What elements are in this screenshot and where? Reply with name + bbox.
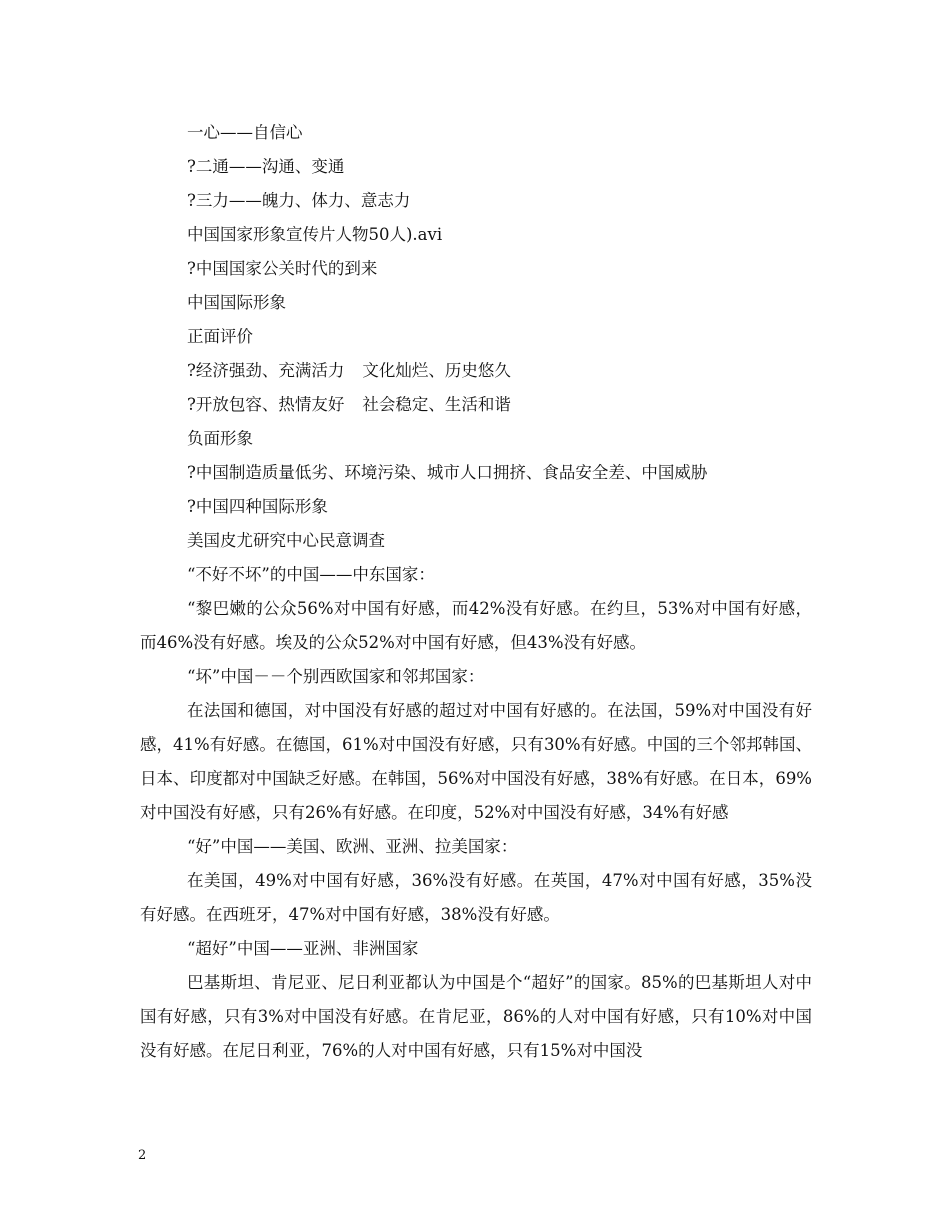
- text-line: 一心——自信心: [187, 123, 303, 142]
- paragraph: 在法国和德国，对中国没有好感的超过对中国有好感的。在法国，59%对中国没有好感，41%有好感。在德国，61%对中国没有好感，只有30%有好感。中国的三个邻邦韩国、日本、印度都对中国缺乏好感。在韩国，56%对中国没有好感，38%有好感。在日本，69%对中国没有好感，只有26%有好感。在印度，52%对中国没有好感，34%有好感: [140, 701, 812, 822]
- paragraph: “黎巴嫩的公众56%对中国有好感，而42%没有好感。在约旦，53%对中国有好感，而46%没有好感。埃及的公众52%对中国有好感，但43%没有好感。: [140, 599, 812, 652]
- text-line: [140, 388, 812, 422]
- category-heading: “坏”中国－－个别西欧国家和邻邦国家：: [187, 667, 485, 686]
- text-line: ?中国制造质量低劣、环境污染、城市人口拥挤、食品安全差、中国威胁: [187, 463, 708, 482]
- document-body: [140, 116, 812, 1068]
- text-segment: ?开放包容、热情友好: [187, 395, 345, 414]
- text-line: 美国皮尤研究中心民意调查: [187, 531, 385, 550]
- paragraph: 巴基斯坦、肯尼亚、尼日利亚都认为中国是个“超好”的国家。85%的巴基斯坦人对中国有好感，只有3%对中国没有好感。在肯尼亚，86%的人对中国有好感，只有10%对中国没有好感。在尼日利亚，76%的人对中国有好感，只有15%对中国没: [140, 973, 812, 1060]
- text-line: ?中国国家公关时代的到来: [187, 259, 378, 278]
- text-line: ?三力——魄力、体力、意志力: [187, 191, 411, 210]
- text-segment: ?经济强劲、充满活力: [187, 361, 345, 380]
- category-heading: “不好不坏”的中国——中东国家：: [187, 565, 435, 584]
- text-line: [140, 354, 812, 388]
- video-file-line: 中国国家形象宣传片人物50人).avi: [187, 225, 443, 244]
- text-line: ?中国四种国际形象: [187, 497, 328, 516]
- text-line: ?二通——沟通、变通: [187, 157, 345, 176]
- subsection-heading: 负面形象: [187, 429, 253, 448]
- category-heading: “好”中国——美国、欧洲、亚洲、拉美国家：: [187, 837, 518, 856]
- subsection-heading: 正面评价: [187, 327, 253, 346]
- category-heading: “超好”中国——亚洲、非洲国家: [187, 939, 419, 958]
- text-segment: 社会稳定、生活和谐: [362, 395, 511, 414]
- text-segment: 文化灿烂、历史悠久: [362, 361, 511, 380]
- section-heading: 中国国际形象: [187, 293, 286, 312]
- page-number: 2: [138, 1148, 147, 1163]
- paragraph: 在美国，49%对中国有好感，36%没有好感。在英国，47%对中国有好感，35%没有好感。在西班牙，47%对中国有好感，38%没有好感。: [140, 871, 812, 924]
